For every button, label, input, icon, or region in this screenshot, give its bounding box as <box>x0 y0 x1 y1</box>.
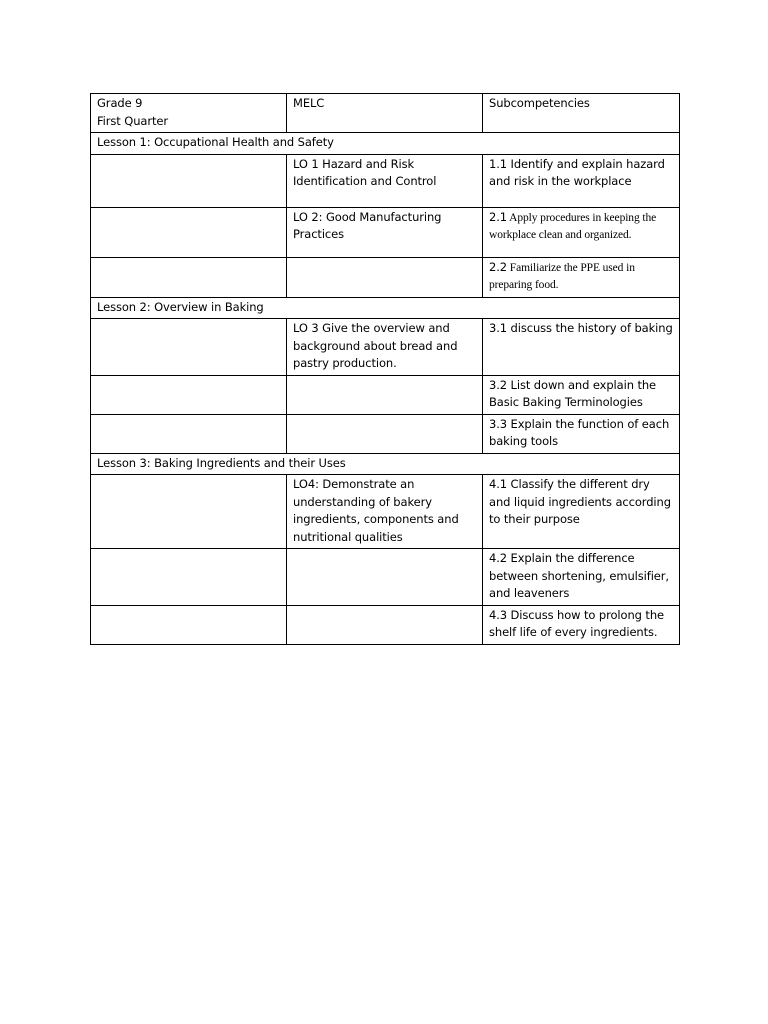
table-header-row <box>91 94 680 133</box>
melc-cell <box>287 605 483 644</box>
lesson-title: Lesson 3: Baking Ingredients and their Uses <box>91 453 680 475</box>
table-row <box>91 605 680 644</box>
melc-cell <box>287 549 483 606</box>
empty-cell <box>91 257 287 297</box>
table-row <box>91 319 680 376</box>
subcompetency-cell <box>483 207 680 257</box>
lesson-title-row <box>91 297 680 319</box>
subcompetency-cell: 3.2 List down and explain the Basic Baking Terminologies <box>483 375 680 414</box>
subcompetency-cell: 4.1 Classify the different dry and liquid ingredients according to their purpose <box>483 475 680 549</box>
table-row <box>91 154 680 207</box>
quarter-label: First Quarter <box>97 113 168 128</box>
table-row <box>91 475 680 549</box>
lesson-title-row <box>91 133 680 155</box>
empty-cell <box>91 414 287 453</box>
empty-cell <box>91 207 287 257</box>
empty-cell <box>91 154 287 207</box>
empty-cell <box>91 605 287 644</box>
subcompetency-cell: 3.1 discuss the history of baking <box>483 319 680 376</box>
melc-cell <box>287 375 483 414</box>
empty-cell <box>91 549 287 606</box>
table-row <box>91 549 680 606</box>
grade-cell <box>91 94 287 133</box>
table-row <box>91 207 680 257</box>
subcompetency-number: 2.1 <box>489 209 507 224</box>
melc-header-cell: MELC <box>287 94 483 133</box>
melc-cell: LO 1 Hazard and Risk Identification and Control <box>287 154 483 207</box>
subcompetency-cell: 1.1 Identify and explain hazard and risk in the workplace <box>483 154 680 207</box>
lesson-title-row <box>91 453 680 475</box>
grade-label: Grade 9 <box>97 96 143 110</box>
melc-cell <box>287 414 483 453</box>
subcompetency-cell: 3.3 Explain the function of each baking tools <box>483 414 680 453</box>
subcompetency-text: Apply procedures in keeping the workplace clean and organized. <box>489 211 657 241</box>
melc-cell: LO 2: Good Manufacturing Practices <box>287 207 483 257</box>
subcompetency-cell <box>483 257 680 297</box>
empty-cell <box>91 475 287 549</box>
subcompetency-text: Familiarize the PPE used in preparing food. <box>489 261 635 291</box>
table-row <box>91 257 680 297</box>
empty-cell <box>91 375 287 414</box>
lesson-title: Lesson 2: Overview in Baking <box>91 297 680 319</box>
subcompetency-cell: 4.3 Discuss how to prolong the shelf life of every ingredients. <box>483 605 680 644</box>
table-row <box>91 414 680 453</box>
lesson-title: Lesson 1: Occupational Health and Safety <box>91 133 680 155</box>
melc-cell <box>287 257 483 297</box>
subcompetency-cell: 4.2 Explain the difference between shortening, emulsifier, and leaveners <box>483 549 680 606</box>
table-row <box>91 375 680 414</box>
competency-table <box>90 93 680 645</box>
empty-cell <box>91 319 287 376</box>
subcompetency-number: 2.2 <box>489 259 507 274</box>
subcompetencies-header-cell: Subcompetencies <box>483 94 680 133</box>
melc-cell: LO4: Demonstrate an understanding of bakery ingredients, components and nutritional qualities <box>287 475 483 549</box>
melc-cell: LO 3 Give the overview and background about bread and pastry production. <box>287 319 483 376</box>
